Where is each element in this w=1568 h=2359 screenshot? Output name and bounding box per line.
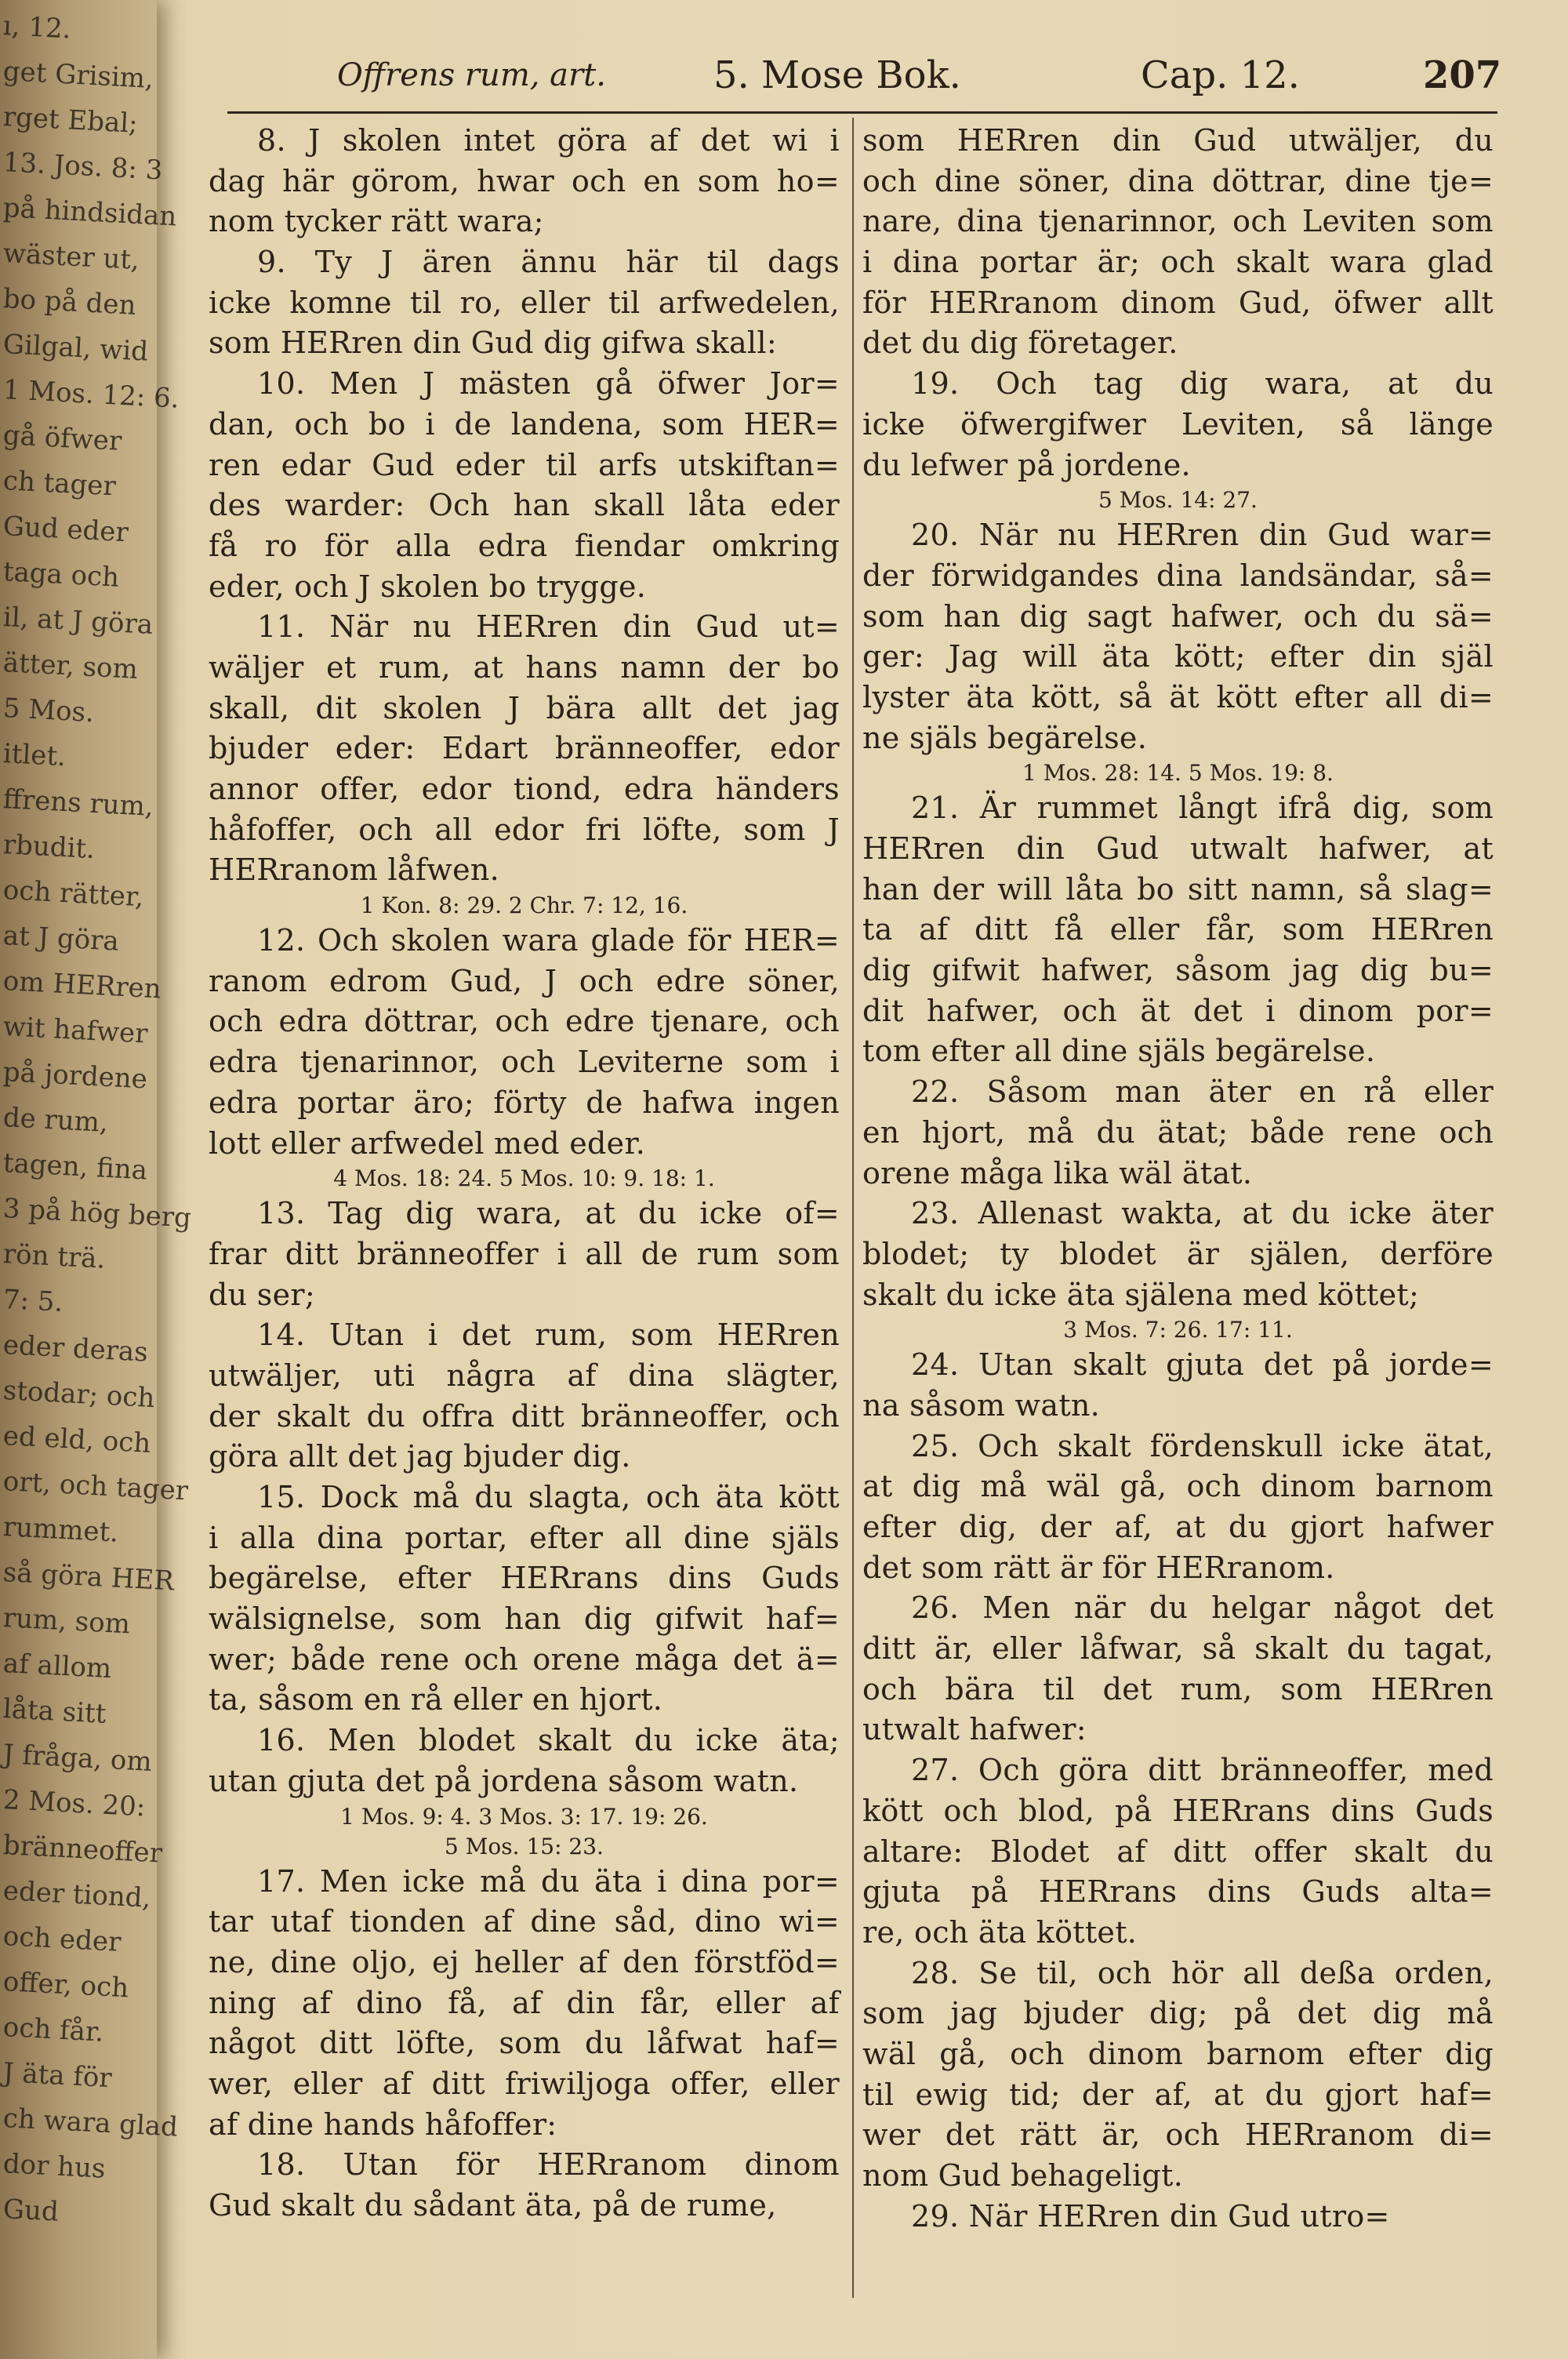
text-line: 15. Dock må du slagta, och äta kött (257, 1480, 840, 1514)
text-line: nom Gud behageligt. (862, 2158, 1184, 2193)
text-line: begärelse, efter HERrans dins Guds (209, 1561, 840, 1596)
verse (209, 121, 840, 242)
previous-page-edge (0, 0, 192, 2359)
previous-page-fragment: stodar; och (2, 1375, 156, 1415)
text-line: i dina portar är; och skalt wara glad (862, 245, 1494, 280)
text-line: icke komne til ro, eller til arfwedelen, (209, 285, 840, 320)
text-column-left (209, 121, 840, 2340)
previous-page-fragment: och rätter, (2, 874, 145, 914)
cross-reference: 3 Mos. 7: 26. 17: 11. (1063, 1317, 1293, 1343)
text-line: des warder: Och han skall låta eder (209, 488, 840, 523)
text-line: 19. Och tag dig wara, at du (911, 366, 1494, 402)
text-line: Gud skalt du sådant äta, på de rume, (209, 2188, 777, 2223)
text-line: wer det rätt är, och HERranom di= (862, 2117, 1494, 2153)
cross-reference: 4 Mos. 18: 24. 5 Mos. 10: 9. 18: 1. (333, 1165, 715, 1192)
previous-page-fragment: rum, som (2, 1602, 131, 1641)
previous-page-fragment: Gud eder (2, 511, 129, 549)
text-line: och edra döttrar, och edre tjenare, och (209, 1004, 840, 1039)
verse (862, 515, 1494, 758)
previous-page-fragment: wäster ut, (2, 238, 140, 277)
cross-reference: 5 Mos. 15: 23. (445, 1833, 604, 1859)
previous-page-fragment: af allom (2, 1648, 113, 1685)
previous-page-fragment: gå öfwer (2, 420, 123, 457)
previous-page-fragment: eder tiond, (2, 1875, 152, 1914)
text-line: wer, eller af ditt friwiljoga offer, eller (209, 2066, 840, 2101)
text-line: och dine söner, dina döttrar, dine tje= (862, 163, 1494, 198)
text-line: ren edar Gud eder til arfs utskiftan= (209, 447, 840, 482)
text-line: dit hafwer, och ät det i dinom por= (862, 993, 1494, 1028)
text-line: 8. J skolen intet göra af det wi i (257, 123, 840, 158)
text-line: nom tycker rätt wara; (209, 204, 544, 239)
previous-page-fragment: bränneoffer (2, 1830, 163, 1870)
previous-page-fragment: om HERren (2, 965, 162, 1005)
text-line: til ewig tid; der af, at du gjort haf= (862, 2077, 1494, 2112)
text-line: tom efter all dine själs begärelse. (862, 1034, 1376, 1069)
verse (862, 1072, 1494, 1194)
text-line: 20. När nu HERren din Gud war= (911, 518, 1494, 553)
text-line: det som rätt är för HERranom. (862, 1550, 1335, 1585)
previous-page-fragment: eder deras (2, 1329, 149, 1369)
previous-page-fragment: tagen, fina (2, 1147, 148, 1187)
text-line: blodet; ty blodet är själen, derföre (862, 1236, 1494, 1271)
text-line: som HERren din Gud dig gifwa skall: (209, 325, 777, 361)
text-line: 17. Men icke må du äta i dina por= (257, 1863, 840, 1899)
previous-page-fragment: 1 Mos. 12: 6. (2, 374, 180, 415)
text-line: 18. Utan för HERranom dinom (257, 2147, 840, 2183)
text-line: ger: Jag will äta kött; efter din själ (862, 639, 1494, 674)
previous-page-fragment: at J göra (2, 920, 120, 958)
text-line: lott eller arfwedel med eder. (209, 1125, 646, 1161)
previous-page-fragment: så göra HER (2, 1557, 175, 1598)
text-line: der skalt du offra ditt bränneoffer, och (209, 1398, 840, 1434)
verse (209, 364, 840, 607)
text-line: ne, dine oljo, ej heller af den förstföd= (209, 1944, 840, 1979)
verse (209, 1194, 840, 1315)
text-line: utan gjuta det på jordena såsom watn. (209, 1763, 799, 1798)
text-line: eder, och J skolen bo trygge. (209, 569, 647, 604)
previous-page-fragment: 7: 5. (2, 1284, 64, 1318)
text-line: du lefwer på jordene. (862, 447, 1191, 482)
previous-page-fragment: il, at J göra (2, 602, 154, 641)
previous-page-fragment: ch wara glad (2, 2103, 179, 2143)
previous-page-fragment: på hindsidan (2, 192, 178, 233)
text-line: 14. Utan i det rum, som HERren (257, 1318, 840, 1353)
previous-page-fragment: rummet. (2, 1511, 120, 1549)
text-line: edra tjenarinnor, och Leviterne som i (209, 1045, 840, 1080)
column-divider (852, 118, 854, 2298)
text-line: som han dig sagt hafwer, och du sä= (862, 598, 1494, 634)
previous-page-fragment: 3 på hög berg (2, 1193, 192, 1234)
text-line: som jag bjuder dig; på det dig må (862, 1996, 1494, 2031)
text-line: icke öfwergifwer Leviten, så länge (862, 406, 1494, 442)
verse (862, 1588, 1494, 1750)
text-line: 23. Allenast wakta, at du icke äter (911, 1196, 1494, 1231)
text-line: wälsignelse, som han dig gifwit haf= (209, 1601, 840, 1637)
previous-page-fragment: offer, och (2, 1966, 130, 2005)
text-line: ta, såsom en rå eller en hjort. (209, 1682, 663, 1717)
text-line: skalt du icke äta själena med köttet; (862, 1277, 1420, 1312)
verse (209, 1862, 840, 2146)
cross-reference: 1 Mos. 9: 4. 3 Mos. 3: 17. 19: 26. (340, 1803, 708, 1830)
text-line: nare, dina tjenarinnor, och Leviten som (862, 204, 1494, 239)
previous-page-fragment: på jordene (2, 1056, 148, 1096)
previous-page-fragment: Gud (2, 2194, 60, 2228)
previous-page-fragment: rbudit. (2, 829, 96, 866)
verse (209, 1315, 840, 1478)
text-line: utwalt hafwer: (862, 1712, 1087, 1747)
header-chapter: Cap. 12. (1141, 53, 1300, 97)
text-line: som HERren din Gud utwäljer, du (862, 123, 1494, 158)
text-line: na såsom watn. (862, 1387, 1101, 1423)
text-line: wer; både rene och orene måga det ä= (209, 1641, 840, 1677)
text-line: 12. Och skolen wara glade för HER= (257, 923, 840, 958)
text-line: 22. Såsom man äter en rå eller (911, 1074, 1494, 1110)
text-line: efter dig, der af, at du gjort hafwer (862, 1510, 1494, 1544)
text-line: at dig må wäl gå, och dinom barnom (862, 1469, 1494, 1504)
text-line: wäl gå, och dinom barnom efter dig (862, 2036, 1494, 2071)
cross-reference: 5 Mos. 14: 27. (1098, 487, 1258, 514)
text-line: en hjort, må du ätat; både rene och (862, 1114, 1494, 1150)
text-line: det du dig företager. (862, 325, 1178, 361)
verse (862, 2197, 1494, 2237)
text-line: ning af dino få, af din får, eller af (209, 1985, 840, 2020)
text-line: der förwidgandes dina landsändar, så= (862, 558, 1494, 593)
text-line: 28. Se til, och hör all deßa orden, (911, 1955, 1494, 1990)
text-line: håfoffer, och all edor fri löfte, som J (209, 812, 840, 847)
text-line: 27. Och göra ditt bränneoffer, med (911, 1753, 1494, 1788)
previous-page-fragment: taga och (2, 556, 121, 594)
text-line: ta af ditt få eller får, som HERren (862, 912, 1494, 947)
verse (862, 364, 1494, 485)
previous-page-fragment: J äta för (2, 2057, 113, 2095)
text-line: 9. Ty J ären ännu här til dags (257, 245, 840, 280)
text-line: ne själs begärelse. (862, 720, 1148, 755)
verse (209, 242, 840, 364)
text-line: bjuder eder: Edart bränneoffer, edor (209, 731, 840, 766)
text-line: dan, och bo i de landena, som HER= (209, 406, 840, 442)
previous-page-fragment: rget Ebal; (2, 101, 139, 140)
previous-page-fragment: ätter, som (2, 647, 139, 685)
text-line: gjuta på HERrans dins Guds alta= (862, 1874, 1494, 1910)
previous-page-fragment: 2 Mos. 20: (2, 1784, 147, 1823)
previous-page-fragment: ı, 12. (2, 10, 72, 45)
text-line: wäljer et rum, at hans namn der bo (209, 649, 840, 685)
verse (862, 1954, 1494, 2197)
text-line: för HERranom dinom Gud, öfwer allt (862, 285, 1494, 320)
text-line: 16. Men blodet skalt du icke äta; (257, 1723, 840, 1758)
text-line: 26. Men när du helgar något det (911, 1590, 1494, 1626)
cross-reference: 1 Mos. 28: 14. 5 Mos. 19: 8. (1022, 760, 1334, 787)
text-line: dag här görom, hwar och en som ho= (209, 163, 840, 198)
text-line: skall, dit skolen J bära allt det jag (209, 690, 840, 725)
text-line: 21. Är rummet långt ifrå dig, som (911, 791, 1494, 826)
verse (209, 1478, 840, 1721)
text-line: du ser; (209, 1277, 315, 1312)
text-line: han der will låta bo sitt namn, så slag= (862, 871, 1494, 907)
text-line: annor offer, edor tiond, edra händers (209, 772, 840, 806)
text-line: HERranom låfwen. (209, 852, 500, 888)
previous-page-fragment: ffrens rum, (2, 783, 154, 823)
verse (862, 1345, 1494, 1426)
previous-page-fragment: de rum, (2, 1102, 109, 1139)
previous-page-fragment: och eder (2, 1921, 122, 1958)
previous-page-fragment: get Grisim, (2, 56, 154, 96)
text-line: altare: Blodet af ditt offer skalt du (862, 1834, 1494, 1869)
previous-page-fragment: och får. (2, 2012, 105, 2048)
text-line: af dine hands håfoffer: (209, 2106, 557, 2142)
previous-page-fragment: rön trä. (2, 1238, 107, 1275)
running-header (227, 49, 1502, 114)
text-line: dig gifwit hafwer, såsom jag dig bu= (862, 953, 1494, 988)
verse (209, 1721, 840, 1801)
text-line: HERren din Gud utwalt hafwer, at (862, 831, 1494, 866)
text-line: lyster äta kött, så ät kött efter all di= (862, 679, 1494, 714)
text-line: 24. Utan skalt gjuta det på jorde= (911, 1347, 1494, 1383)
text-line: i alla dina portar, efter all dine själs (209, 1520, 840, 1555)
text-line: 29. När HERren din Gud utro= (911, 2198, 1390, 2234)
text-line: ditt är, eller låfwar, så skalt du tagat, (862, 1631, 1494, 1667)
verse (209, 921, 840, 1164)
previous-page-fragment: itlet. (2, 738, 67, 773)
header-book-title: 5. Mose Bok. (713, 53, 961, 97)
previous-page-fragment: 13. Jos. 8: 3 (2, 147, 164, 187)
cross-reference: 1 Kon. 8: 29. 2 Chr. 7: 12, 16. (360, 892, 688, 919)
previous-page-fragment: låta sitt (2, 1693, 107, 1730)
previous-page-fragment: dor hus (2, 2148, 107, 2185)
verse (209, 2145, 840, 2226)
verse (862, 1427, 1494, 1589)
text-line: ranom edrom Gud, J och edre söner, (209, 963, 840, 998)
text-line: frar ditt bränneoffer i all de rum som (209, 1236, 840, 1271)
page-number: 207 (1423, 53, 1502, 97)
verse (209, 607, 840, 891)
text-line: något ditt löfte, som du låfwat haf= (209, 2026, 840, 2061)
text-line: få ro för alla edra fiendar omkring (209, 528, 840, 563)
verse-continuation (862, 121, 1494, 364)
text-line: edra portar äro; förty de hafwa ingen (209, 1085, 840, 1120)
text-column-right (862, 121, 1494, 2340)
header-topic: Offrens rum, art. (337, 57, 606, 93)
previous-page-fragment: ch tager (2, 465, 117, 503)
text-line: re, och äta köttet. (862, 1914, 1138, 1950)
text-line: orene måga lika wäl ätat. (862, 1155, 1253, 1190)
previous-page-fragment: J fråga, om (2, 1739, 153, 1778)
previous-page-fragment: bo på den (2, 283, 137, 322)
previous-page-fragment: 5 Mos. (2, 692, 95, 729)
verse (862, 788, 1494, 1072)
text-line: kött och blod, på HERrans dins Guds (862, 1793, 1494, 1828)
text-line: tar utaf tionden af dine såd, dino wi= (209, 1904, 840, 1939)
previous-page-fragment: wit hafwer (2, 1011, 149, 1050)
text-line: och bära til det rum, som HERren (862, 1671, 1494, 1707)
previous-page-fragment: ort, och tager (2, 1466, 190, 1507)
text-line: 25. Och skalt fördenskull icke ätat, (911, 1428, 1494, 1463)
text-line: 10. Men J mästen gå öfwer Jor= (257, 366, 840, 402)
text-line: 11. När nu HERren din Gud ut= (257, 609, 840, 645)
verse (862, 1194, 1494, 1315)
text-line: utwäljer, uti några af dina slägter, (209, 1358, 840, 1393)
verse (862, 1750, 1494, 1953)
previous-page-fragment: Gilgal, wid (2, 329, 149, 368)
text-line: göra allt det jag bjuder dig. (209, 1439, 631, 1474)
previous-page-fragment: ed eld, och (2, 1420, 152, 1459)
text-line: 13. Tag dig wara, at du icke of= (257, 1196, 840, 1231)
